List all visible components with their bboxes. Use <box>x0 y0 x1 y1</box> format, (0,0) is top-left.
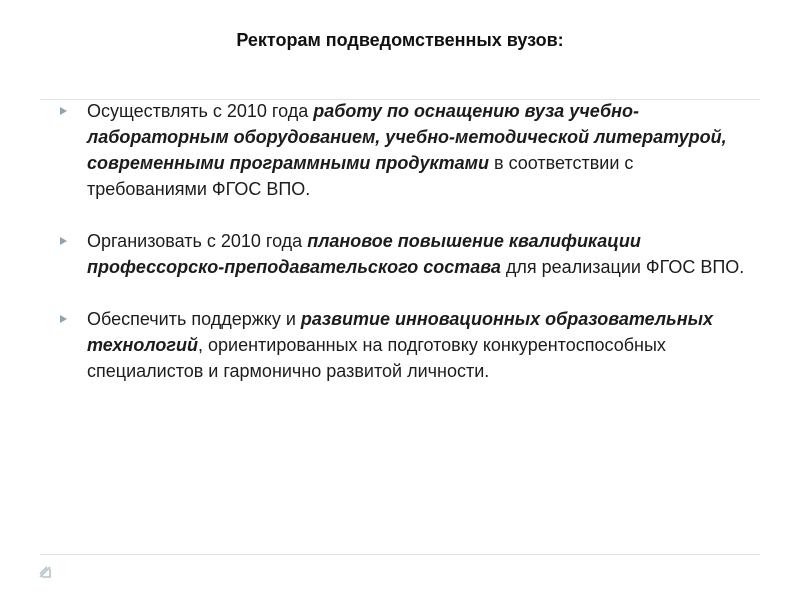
bullet-text-plain: , ориентированных на подготовку конкурентоспособных специалистов и гармонично развитой личности. <box>87 335 666 381</box>
bullet-text <box>87 101 727 199</box>
bullet-text-emphasis: развитие инновационных образовательных технологий <box>87 309 713 355</box>
bullet-text-emphasis: работу по оснащению вуза учебно-лабораторным оборудованием, учебно-методической литературой, современными программными продуктами <box>87 101 727 173</box>
slide-title: Ректорам подведомственных вузов: <box>236 30 564 50</box>
triangle-bullet-icon <box>60 315 67 323</box>
triangle-bullet-icon <box>60 237 67 245</box>
bullet-text-plain: в соответствии с требованиями ФГОС ВПО. <box>87 153 634 199</box>
bullet-text-plain: для реализации ФГОС ВПО. <box>500 257 745 277</box>
bullet-item <box>60 228 750 280</box>
bullet-text-emphasis: плановое повышение квалификации профессорско-преподавательского состава <box>87 231 641 277</box>
bullet-text <box>87 231 744 277</box>
triangle-bullet-icon <box>60 107 67 115</box>
bullet-text <box>87 309 713 381</box>
bullet-text-plain: Организовать с 2010 года <box>87 231 308 251</box>
double-chevron-icon <box>38 565 52 579</box>
bullet-text-plain: Осуществлять с 2010 года <box>87 101 314 121</box>
bullet-list <box>60 98 750 384</box>
bullet-text-plain: Обеспечить поддержку и <box>87 309 301 329</box>
bottom-divider <box>40 554 760 555</box>
bullet-item <box>60 306 750 384</box>
bullet-item <box>60 98 750 202</box>
